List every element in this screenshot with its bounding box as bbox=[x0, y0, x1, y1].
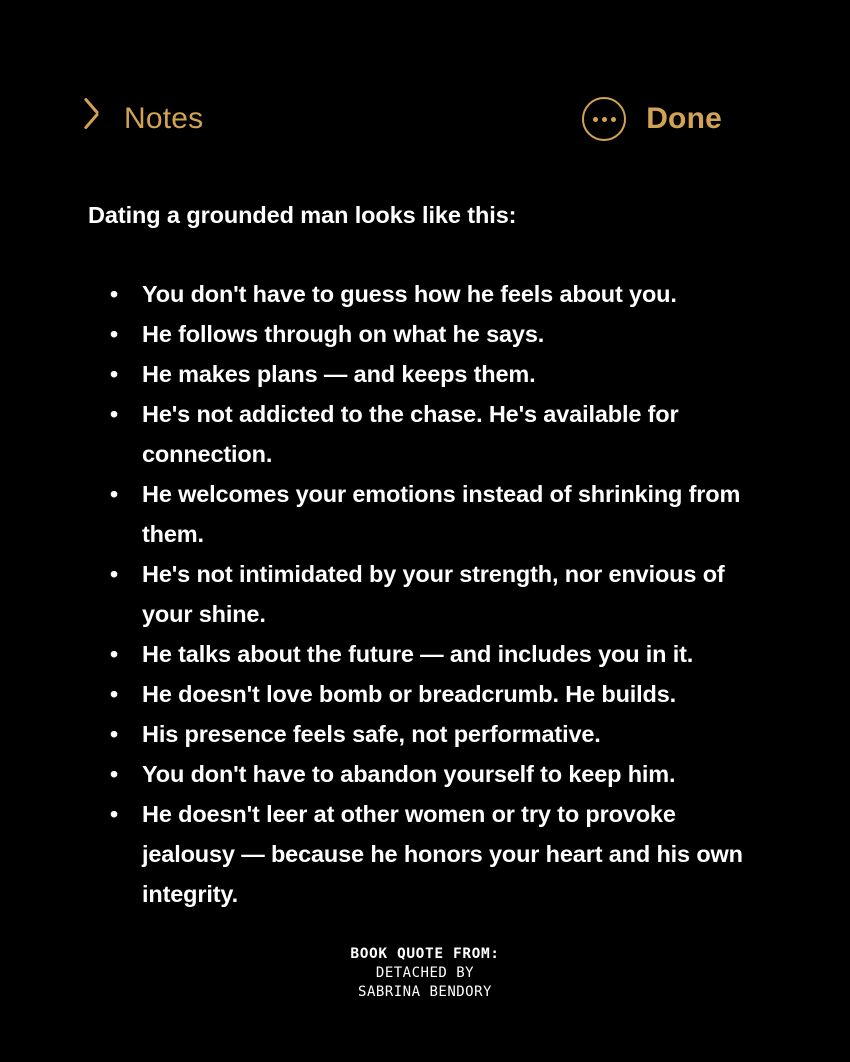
list-item: • He welcomes your emotions instead of shrinking from them. bbox=[110, 474, 768, 554]
navigation-bar bbox=[0, 88, 850, 150]
back-to-notes-button[interactable] bbox=[96, 102, 203, 136]
note-bullet-list bbox=[88, 274, 768, 914]
more-ellipsis-circle-icon[interactable] bbox=[582, 97, 626, 141]
list-item: • He follows through on what he says. bbox=[110, 314, 768, 354]
note-content[interactable] bbox=[0, 200, 850, 914]
list-item: • You don't have to abandon yourself to keep him. bbox=[110, 754, 768, 794]
list-item: • You don't have to guess how he feels about you. bbox=[110, 274, 768, 314]
navbar-right-actions bbox=[582, 97, 722, 141]
list-item: • He talks about the future — and includes you in it. bbox=[110, 634, 768, 674]
note-title: Dating a grounded man looks like this: bbox=[88, 202, 517, 228]
attribution-heading: BOOK QUOTE FROM: bbox=[350, 946, 500, 962]
back-button-label: Notes bbox=[124, 102, 204, 135]
list-item: • He's not intimidated by your strength, nor envious of your shine. bbox=[110, 554, 768, 634]
list-item: • He doesn't leer at other women or try to provoke jealousy — because he honors your heart and his own integrity. bbox=[110, 794, 768, 914]
list-item: • He doesn't love bomb or breadcrumb. He builds. bbox=[110, 674, 768, 714]
ellipsis-dot bbox=[593, 117, 598, 122]
done-button[interactable]: Done bbox=[646, 102, 722, 135]
attribution-author: SABRINA BENDORY bbox=[358, 984, 492, 1000]
attribution-book-title: DETACHED BY bbox=[375, 965, 475, 981]
list-item: • He's not addicted to the chase. He's available for connection. bbox=[110, 394, 768, 474]
list-item: • His presence feels safe, not performative. bbox=[110, 714, 768, 754]
chevron-left-icon bbox=[96, 102, 116, 136]
book-attribution bbox=[0, 944, 850, 1002]
ellipsis-dot bbox=[602, 117, 607, 122]
ellipsis-dot bbox=[611, 117, 616, 122]
list-item: • He makes plans — and keeps them. bbox=[110, 354, 768, 394]
